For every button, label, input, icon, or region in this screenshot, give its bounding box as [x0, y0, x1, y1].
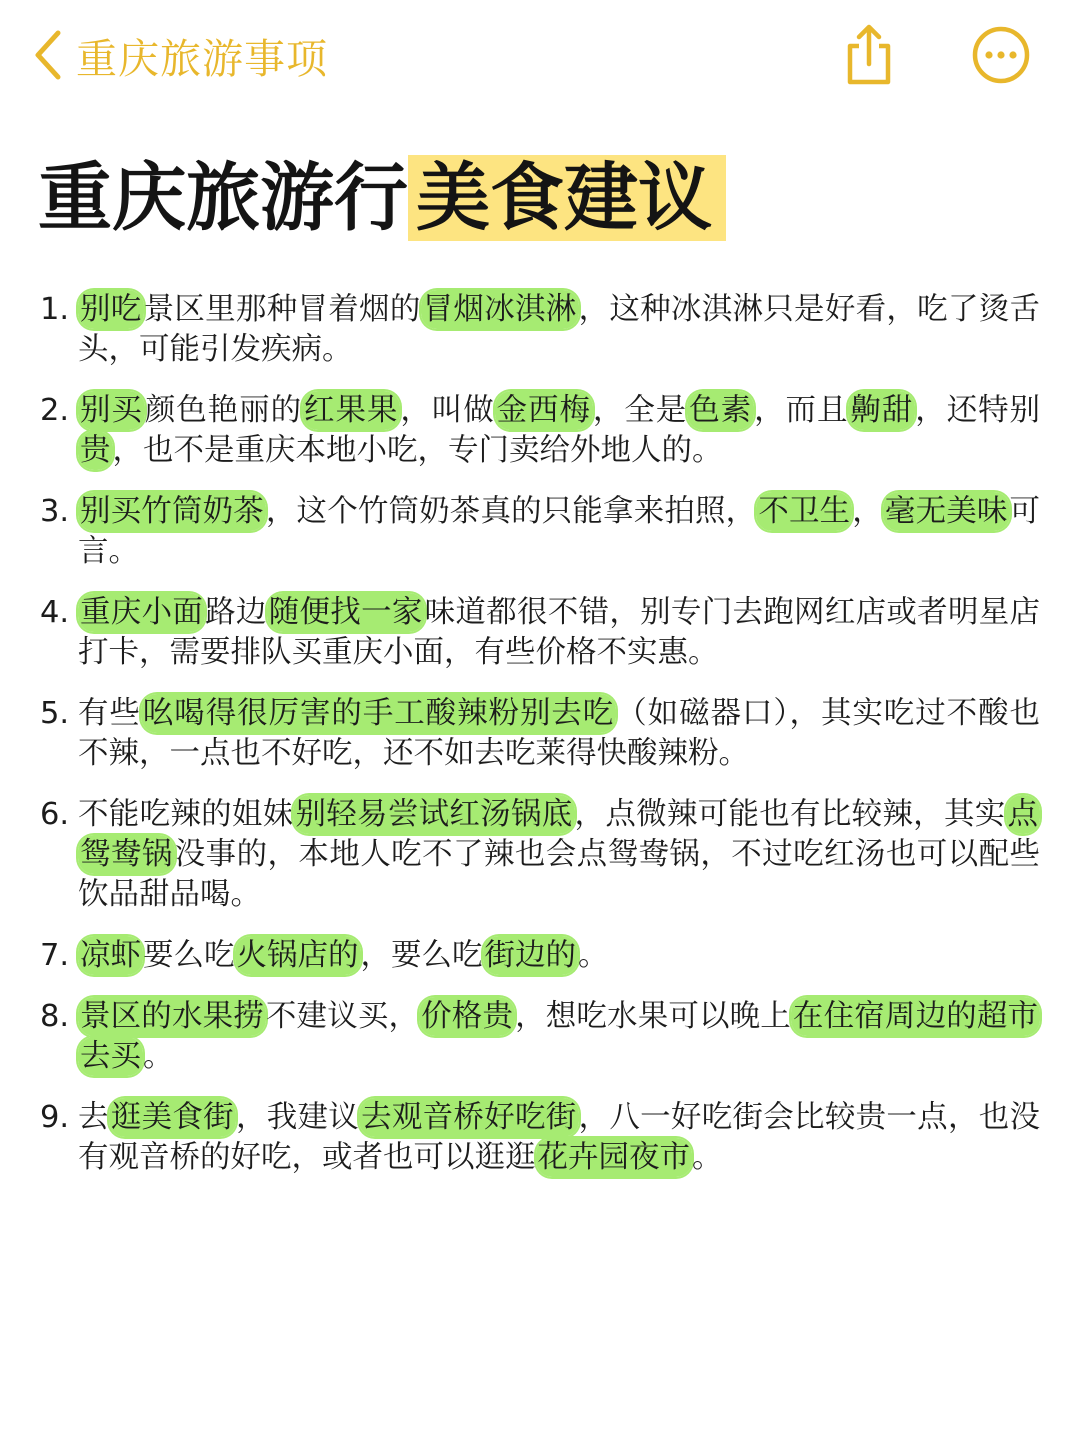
highlighted-phrase: 重庆小面	[80, 595, 204, 630]
text-segment: 。	[578, 938, 609, 973]
tip-item	[40, 290, 1040, 370]
tip-number: 7.	[40, 938, 70, 973]
tip-item	[40, 593, 1040, 673]
text-segment: ，	[852, 494, 883, 529]
tip-number: 9.	[40, 1100, 70, 1135]
text-segment: 可言。	[78, 494, 1041, 569]
tip-number: 2.	[40, 393, 70, 428]
text-segment: 路边	[205, 595, 267, 630]
highlighted-phrase: 凉虾	[80, 938, 141, 973]
tip-item	[40, 492, 1040, 572]
highlighted-phrase: 贵	[80, 433, 111, 468]
highlighted-phrase: 吆喝得很厉害的手工酸辣粉别去吃	[142, 696, 615, 731]
tip-text	[78, 1098, 1040, 1178]
text-segment: 。	[692, 1140, 723, 1175]
highlighted-phrase: 不卫生	[758, 494, 851, 529]
more-button[interactable]	[970, 24, 1032, 86]
highlighted-phrase: 别轻易尝试红汤锅底	[295, 797, 573, 832]
title-plain: 重庆旅游行	[38, 155, 408, 241]
highlighted-phrase: 街边的	[484, 938, 576, 973]
text-segment: 要么吃	[143, 938, 235, 973]
highlighted-phrase: 齁甜	[850, 393, 914, 428]
text-segment: 景区里那种冒着烟的	[143, 292, 421, 327]
text-segment: ，这个竹筒奶茶真的只能拿来拍照，	[265, 494, 757, 529]
page-title	[38, 148, 726, 248]
tip-text	[78, 492, 1040, 572]
highlighted-phrase: 金西梅	[496, 393, 591, 428]
highlighted-phrase: 点鸳鸯锅	[80, 797, 1039, 872]
tip-number: 1.	[40, 292, 70, 327]
highlighted-phrase: 景区的水果捞	[80, 999, 264, 1034]
tip-item	[40, 795, 1040, 915]
tip-text	[78, 391, 1040, 471]
tip-item	[40, 391, 1040, 471]
chevron-left-icon	[30, 25, 66, 85]
text-segment: ，也不是重庆本地小吃，专门卖给外地人的。	[112, 433, 723, 468]
highlighted-phrase: 别买	[80, 393, 143, 428]
highlighted-phrase: 火锅店的	[236, 938, 359, 973]
tip-item	[40, 694, 1040, 774]
text-segment: ，我建议	[235, 1100, 360, 1135]
tip-number: 4.	[40, 595, 70, 630]
text-segment: ，这种冰淇淋只是好看，吃了烫舌头，可能引发疾病。	[78, 292, 1041, 367]
more-icon	[970, 24, 1032, 86]
tips-list	[40, 290, 1040, 1199]
text-segment: ，点微辣可能也有比较辣，其实	[574, 797, 1006, 832]
text-segment: ，全是	[592, 393, 688, 428]
tip-text	[78, 593, 1040, 673]
highlighted-phrase: 红果果	[304, 393, 399, 428]
text-segment: （如磁器口），其实吃过不酸也不辣，一点也不好吃，还不如去吃莱得快酸辣粉。	[78, 696, 1041, 771]
text-segment: ，想吃水果可以晚上	[515, 999, 791, 1034]
back-label: 重庆旅游事项	[76, 34, 328, 83]
text-segment: 不能吃辣的姐妹	[78, 797, 294, 832]
tip-number: 3.	[40, 494, 70, 529]
highlighted-phrase: 价格贵	[421, 999, 514, 1034]
share-icon	[840, 22, 898, 88]
share-button[interactable]	[840, 22, 898, 88]
navigation-bar	[0, 0, 1080, 110]
highlighted-phrase: 在住宿周边的超市去买	[80, 999, 1039, 1074]
text-segment: 没事的，本地人吃不了辣也会点鸳鸯锅，不过吃红汤也可以配些饮品甜品喝。	[78, 837, 1040, 912]
title-highlight: 美食建议	[408, 155, 726, 241]
tip-number: 8.	[40, 999, 70, 1034]
text-segment: 去	[78, 1100, 109, 1135]
tip-text	[78, 795, 1040, 915]
tip-text	[78, 936, 1040, 976]
back-button[interactable]	[30, 22, 328, 88]
tip-item	[40, 936, 1040, 976]
tip-number: 5.	[40, 696, 70, 731]
text-segment: ，叫做	[400, 393, 495, 428]
tip-number: 6.	[40, 797, 70, 832]
text-segment: 颜色艳丽的	[144, 393, 303, 428]
highlighted-phrase: 花卉园夜市	[537, 1140, 690, 1175]
tip-item	[40, 997, 1040, 1077]
text-segment: ，还特别	[915, 393, 1041, 428]
text-segment: 味道都很不错，别专门去跑网红店或者明星店打卡，需要排队买重庆小面，有些价格不实惠。	[78, 595, 1041, 670]
tip-text	[78, 694, 1040, 774]
highlighted-phrase: 毫无美味	[884, 494, 1008, 529]
tip-text	[78, 997, 1040, 1077]
highlighted-phrase: 冒烟冰淇淋	[422, 292, 577, 327]
tip-text	[78, 290, 1040, 370]
highlighted-phrase: 别吃	[80, 292, 142, 327]
highlighted-phrase: 随便找一家	[268, 595, 423, 630]
text-segment: 。	[143, 1039, 174, 1074]
text-segment: ，要么吃	[360, 938, 483, 973]
text-segment: ，八一好吃街会比较贵一点，也没有观音桥的好吃，或者也可以逛逛	[78, 1100, 1041, 1175]
highlighted-phrase: 色素	[689, 393, 753, 428]
highlighted-phrase: 去观音桥好吃街	[361, 1100, 577, 1135]
text-segment: ，而且	[754, 393, 849, 428]
tip-item	[40, 1098, 1040, 1178]
text-segment: 有些	[78, 696, 141, 731]
highlighted-phrase: 别买竹筒奶茶	[80, 494, 264, 529]
highlighted-phrase: 逛美食街	[110, 1100, 234, 1135]
text-segment: 不建议买，	[265, 999, 420, 1034]
